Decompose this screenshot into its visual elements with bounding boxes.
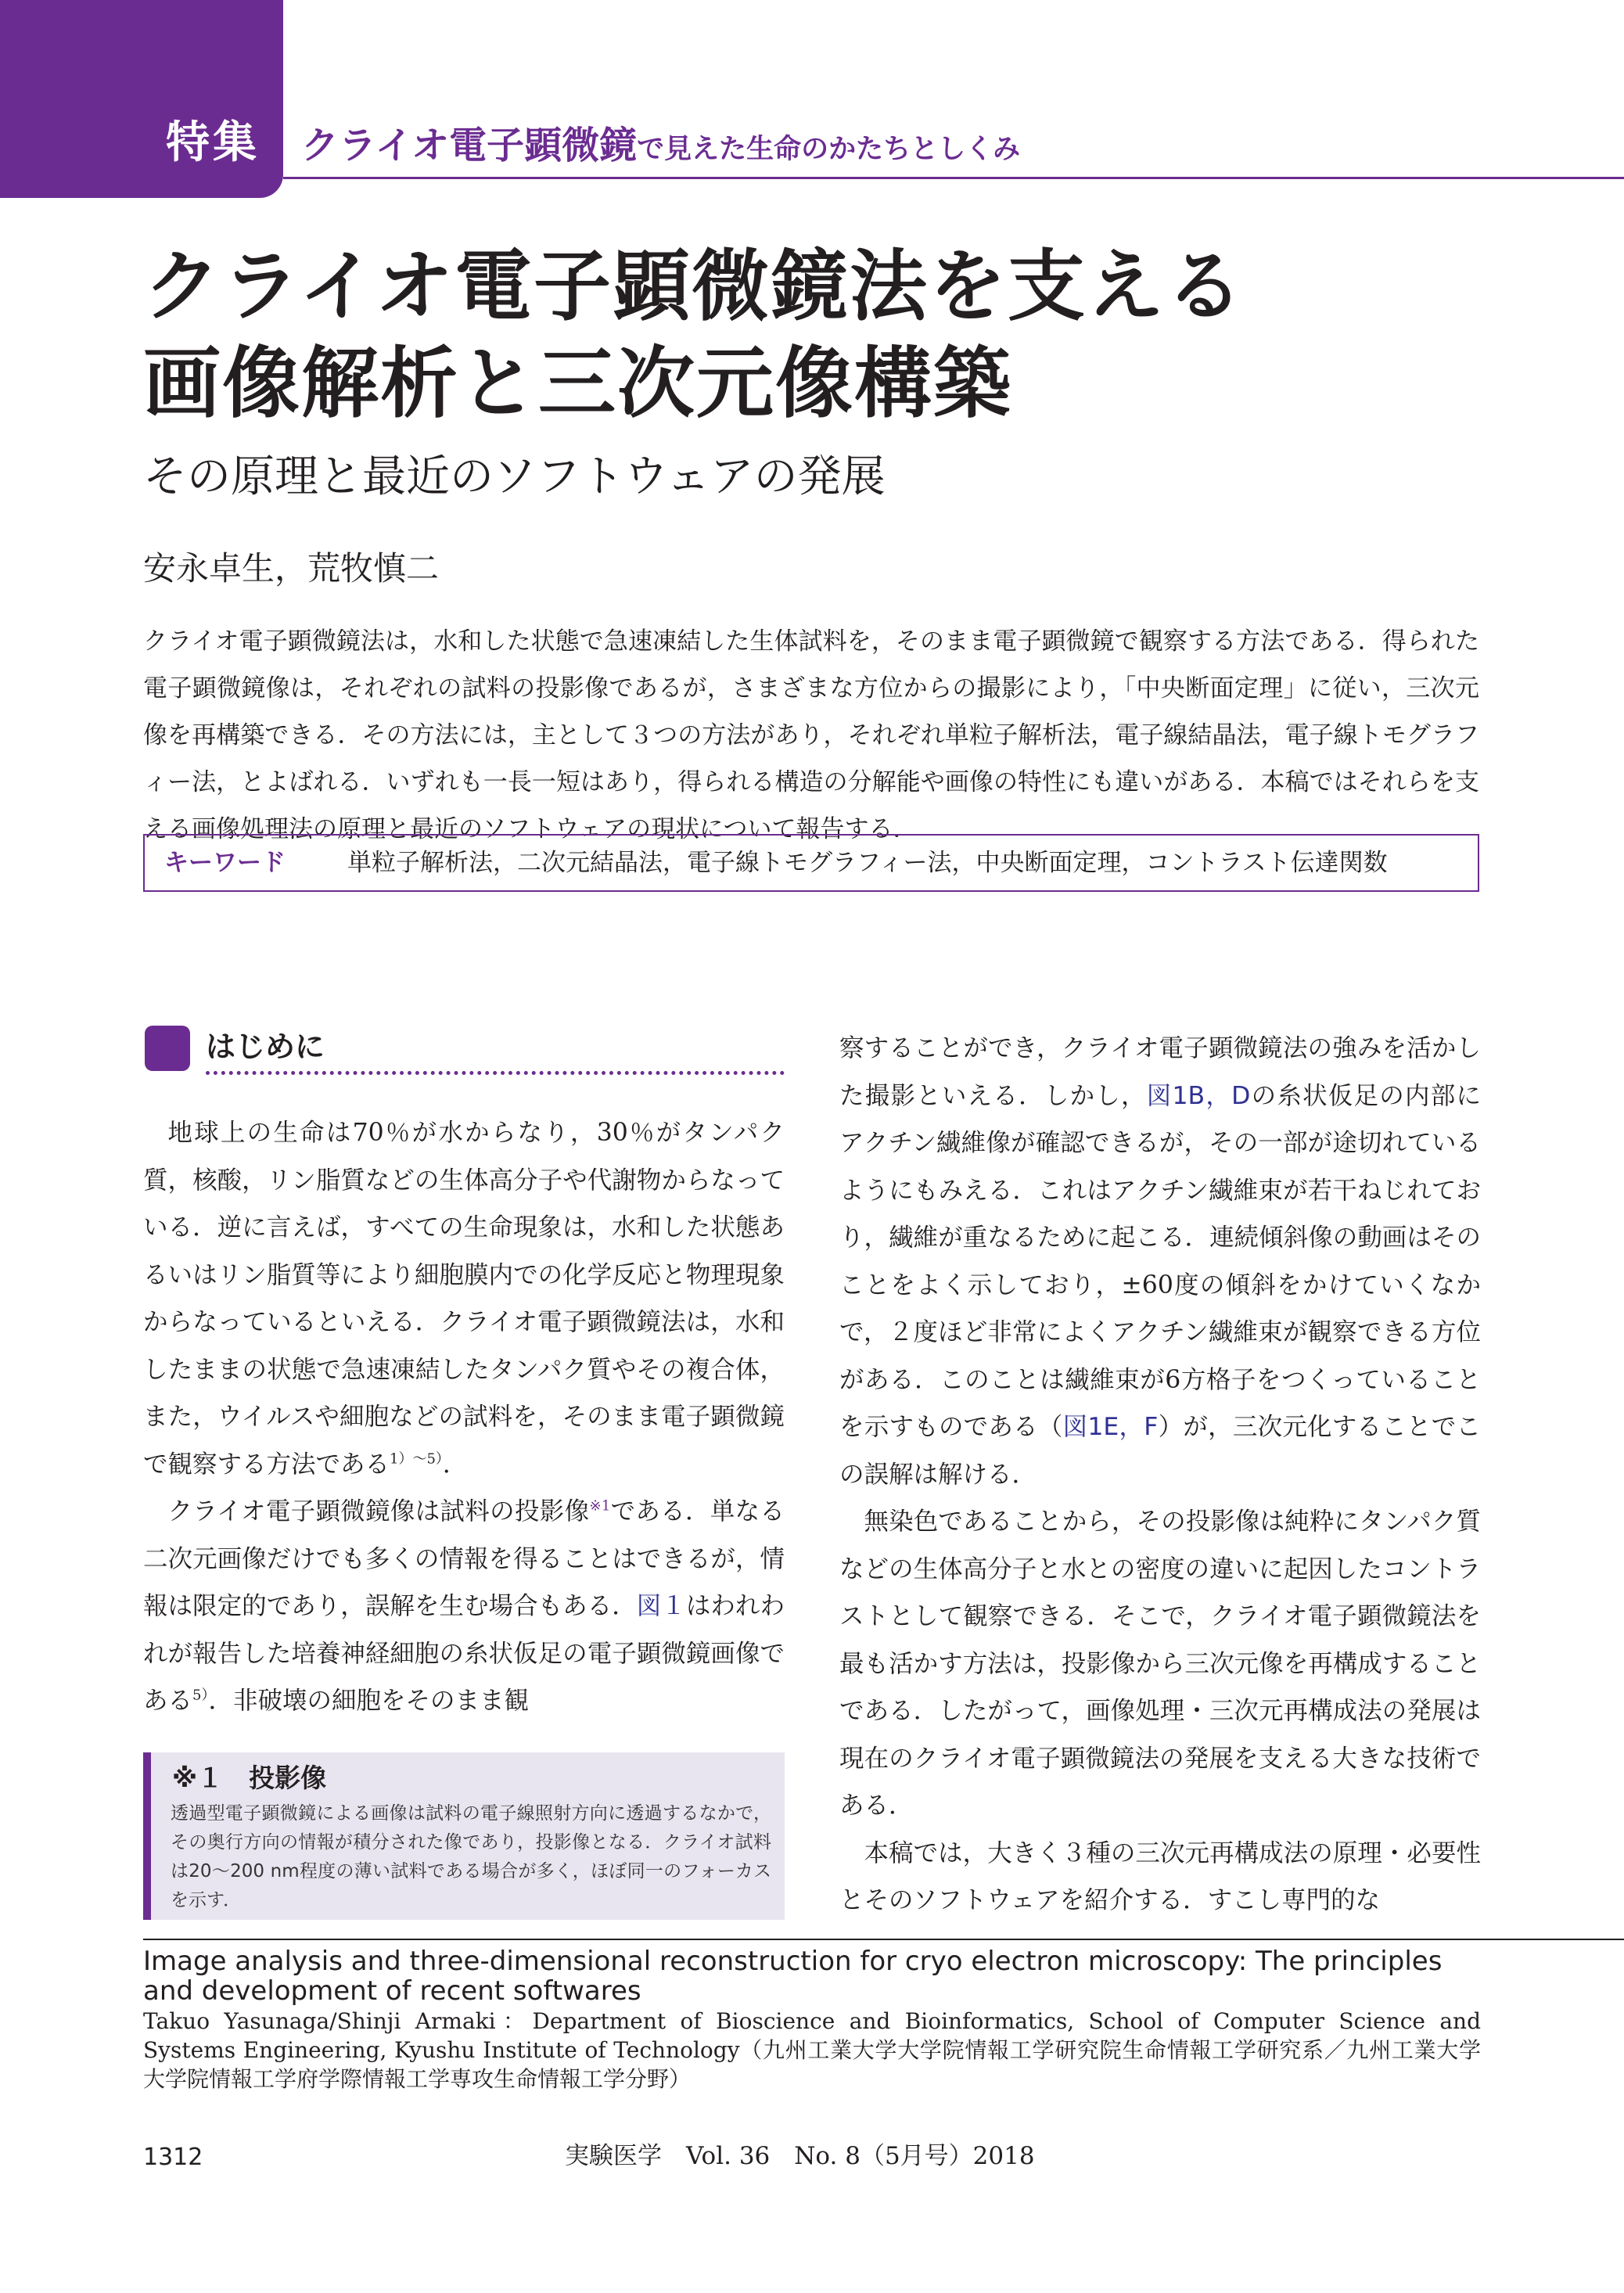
series-title-main: クライオ電子顕微鏡 (301, 124, 638, 167)
english-title: Image analysis and three-dimensional reconstruction for cryo electron microscopy: The principles and development of recent softwares (143, 1946, 1443, 2007)
article-title-line1: クライオ電子顕微鏡法を支える (143, 242, 1245, 332)
body-column-left (143, 1109, 785, 1725)
figure-link[interactable]: 図1B，D (1146, 1081, 1251, 1110)
paragraph-text: ）が，三次元化することでこの誤解は解ける． (839, 1413, 1481, 1489)
reference-mark: 5） (192, 1687, 209, 1704)
page-number: 1312 (143, 2144, 203, 2171)
article-title-line2: 画像解析と三次元像構築 (143, 339, 1012, 429)
paragraph (143, 1488, 785, 1725)
paragraph: 本稿では，大きく３種の三次元再構成法の原理・必要性とそのソフトウェアを紹介する．すこし専門的な (839, 1838, 1481, 1914)
keywords-label: キーワード (164, 849, 286, 877)
paragraph-text: の糸状仮足の内部にアクチン繊維像が確認できるが，その一部が途切れているようにもみえる．これはアクチン繊維束が若干ねじれており，繊維が重なるために起こる．連続傾斜像の動画はそのことをよく示しており，±60度の傾斜をかけていくなかで，２度ほど非常によくアクチン繊維束が観察できる方位がある．このことは繊維束が6方格子をつくっていることを示すものである（ (839, 1081, 1481, 1441)
paragraph-text: はわれわれが報告した培養神経細胞の糸状仮足の電子顕微鏡画像である (143, 1592, 785, 1715)
paragraph-text: ．非破壊の細胞をそのまま観 (208, 1687, 529, 1715)
series-title-rest: で見えた生命のかたちとしくみ (637, 134, 1021, 165)
paragraph-text: ． (442, 1450, 468, 1479)
article-title (143, 239, 1245, 433)
body-column-right (839, 1025, 1481, 1925)
paragraph-text: 地球上の生命は70％が水からなり，30％がタンパク質，核酸，リン脂質などの生体高分子や代謝物からなっている．逆に言えば，すべての生命現象は，水和した状態あるいはリン脂質等により細胞膜内での化学反応と物理現象からなっているといえる．クライオ電子顕微鏡法は，水和したままの状態で急速凍結したタンパク質やその複合体，また，ウイルスや細胞などの試料を，そのまま電子顕微鏡で観察する方法である (143, 1119, 785, 1479)
series-title (301, 122, 1020, 178)
reference-mark: 1）〜5） (390, 1450, 443, 1467)
abstract: クライオ電子顕微鏡法は，水和した状態で急速凍結した生体試料を，そのまま電子顕微鏡で観察する方法である．得られた電子顕微鏡像は，それぞれの試料の投影像であるが，さまざまな方位からの撮影により，「中央断面定理」に従い，三次元像を再構築できる．その方法には，主として３つの方法があり，それぞれ単粒子解析法，電子線結晶法，電子線トモグラフィー法，とよばれる．いずれも一長一短はあり，得られる構造の分解能や画像の特性にも違いがある．本稿ではそれらを支える画像処理法の原理と最近のソフトウェアの現状について報告する． (143, 627, 1479, 843)
article-subtitle: その原理と最近のソフトウェアの発展 (143, 451, 886, 502)
journal-citation: 実験医学 Vol. 36 No. 8（5月号）2018 (565, 2142, 1035, 2170)
paragraph (839, 1025, 1481, 1498)
section-marker (145, 1026, 190, 1071)
article-authors: 安永卓生，荒牧慎二 (143, 549, 440, 588)
paragraph-text: クライオ電子顕微鏡像は試料の投影像 (167, 1497, 590, 1526)
section-dotted-rule (206, 1071, 785, 1075)
figure-link[interactable]: 図１ (636, 1592, 686, 1620)
paragraph-text: である．単なる二次元画像だけでも多くの情報を得ることはできるが，情報は限定的であり，誤解を生む場合もある． (143, 1497, 785, 1620)
paragraph-text: 察することができ，クライオ電子顕微鏡法の強みを活かした撮影といえる．しかし， (839, 1034, 1481, 1110)
section-title: はじめに (206, 1030, 325, 1064)
english-affiliation: Takuo Yasunaga/Shinji Armaki：Department of Bioscience and Bioinformatics, School of Computer Science and Systems Engineering, Kyushu Institute of Technology（九州工業大学大学院情報工学研究院生命情報工学研究系／九州工業大学大学院情報工学府学際情報工学専攻生命情報工学分野） (143, 2008, 1481, 2092)
note-mark: ※1 (589, 1497, 611, 1515)
paragraph: 無染色であることから，その投影像は純粋にタンパク質などの生体高分子と水との密度の違いに起因したコントラストとして観察できる．そこで，クライオ電子顕微鏡法を最も活かす方法は，投影像から三次元像を再構成することである．したがって，画像処理・三次元再構成法の発展は現在のクライオ電子顕微鏡法の発展を支える大きな技術である． (839, 1508, 1481, 1820)
keywords-text: 単粒子解析法，二次元結晶法，電子線トモグラフィー法，中央断面定理，コントラスト伝達関数 (347, 849, 1388, 877)
english-block-rule (143, 1939, 1624, 1940)
feature-tab-label: 特集 (166, 117, 260, 168)
figure-link[interactable]: 図1E，F (1062, 1413, 1159, 1441)
note-title: ※１ 投影像 (172, 1763, 327, 1793)
note-text: 透過型電子顕微鏡による画像は試料の電子線照射方向に透過するなかで，その奥行方向の情報が積分された像であり，投影像となる．クライオ試料は20〜200 nm程度の薄い試料である場合が多く，ほぼ同一のフォーカスを示す． (171, 1803, 771, 1910)
paragraph (143, 1109, 785, 1488)
